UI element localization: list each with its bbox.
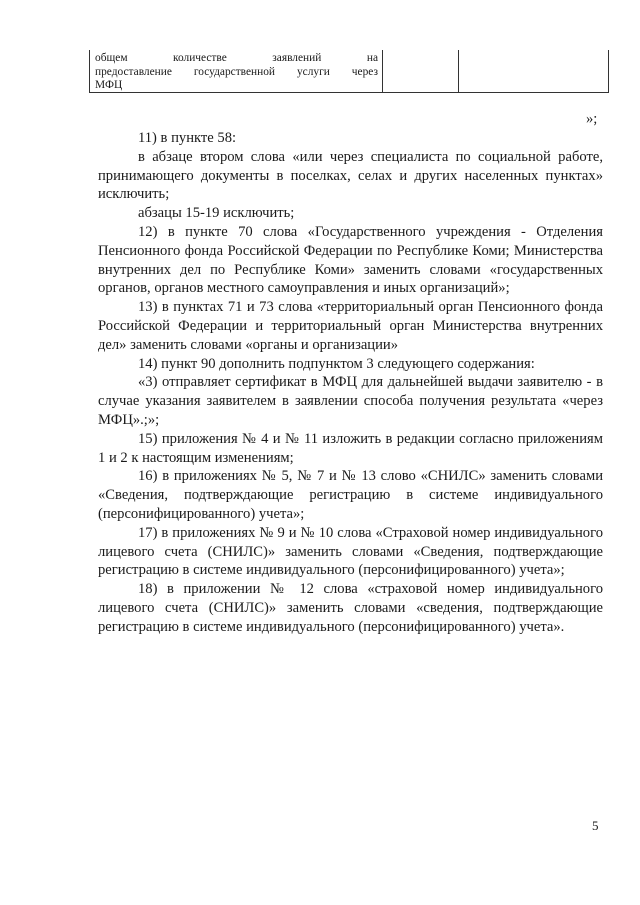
paragraph: 17) в приложениях № 9 и № 10 слова «Страховой номер индивидуального лицевого счета (СНИЛС)» заменить словами «Сведения, подтверждающие регистрацию в системе индивидуального (персонифицированного) учета»; [98, 524, 603, 579]
paragraph: 14) пункт 90 дополнить подпунктом 3 следующего содержания: [138, 355, 535, 372]
table-word: государственной [193, 65, 276, 78]
paragraph: 16) в приложениях № 5, № 7 и № 13 слово «СНИЛС» заменить словами «Сведения, подтверждающие регистрацию в системе индивидуального (персонифицированного) учета»; [98, 468, 603, 522]
table-word: МФЦ [95, 79, 123, 91]
closing-quote: »; [586, 111, 598, 127]
paragraph: 15) приложения № 4 и № 11 изложить в редакции согласно приложениям 1 и 2 к настоящим изменениям; [98, 430, 603, 466]
paragraph: 13) в пунктах 71 и 73 слова «территориальный орган Пенсионного фонда Российской Федерации и территориальный орган Министерства внутренних дел» заменить словами «органы и организации» [98, 299, 603, 353]
table-word: количестве [173, 52, 227, 64]
table-cell-description [90, 50, 383, 92]
table-word: предоставление [95, 65, 172, 78]
paragraph: в абзаце втором слова «или через специалиста по социальной работе, принимающего документы в поселках, селах и других населенных пунктах» исключить; [98, 148, 603, 203]
table-word: услуги [296, 65, 330, 78]
paragraph: 11) в пункте 58: [138, 130, 237, 146]
paragraph: 18) в приложении № 12 слова «страховой номер индивидуального лицевого счета (СНИЛС)» заменить словами «сведения, подтверждающие регистрацию в системе индивидуального (персонифицированного) учета». [98, 581, 603, 635]
table-word: через [351, 65, 378, 78]
table-word: на [366, 52, 378, 64]
table-word: общем [95, 52, 128, 64]
table-cell-line [95, 52, 378, 66]
table-fragment [89, 50, 609, 93]
table-cell-empty [459, 50, 608, 92]
amendments-text [98, 129, 603, 637]
page-number: 5 [592, 818, 599, 833]
table-cell-line [95, 79, 378, 93]
table-cell-line [95, 66, 378, 80]
table-word: заявлений [272, 52, 322, 64]
paragraph: «3) отправляет сертификат в МФЦ для дальнейшей выдачи заявителю - в случае указания заявителем в заявлении способа получения результата «через МФЦ».;»; [98, 374, 603, 428]
table-cell-empty [383, 50, 459, 92]
paragraph: 12) в пункте 70 слова «Государственного учреждения - Отделения Пенсионного фонда Российской Федерации по Республике Коми; Министерства внутренних дел по Республике Коми» заменить словами «государственных органов, органов местного самоуправления и иных организаций»; [98, 223, 603, 297]
paragraph: абзацы 15-19 исключить; [138, 205, 295, 222]
